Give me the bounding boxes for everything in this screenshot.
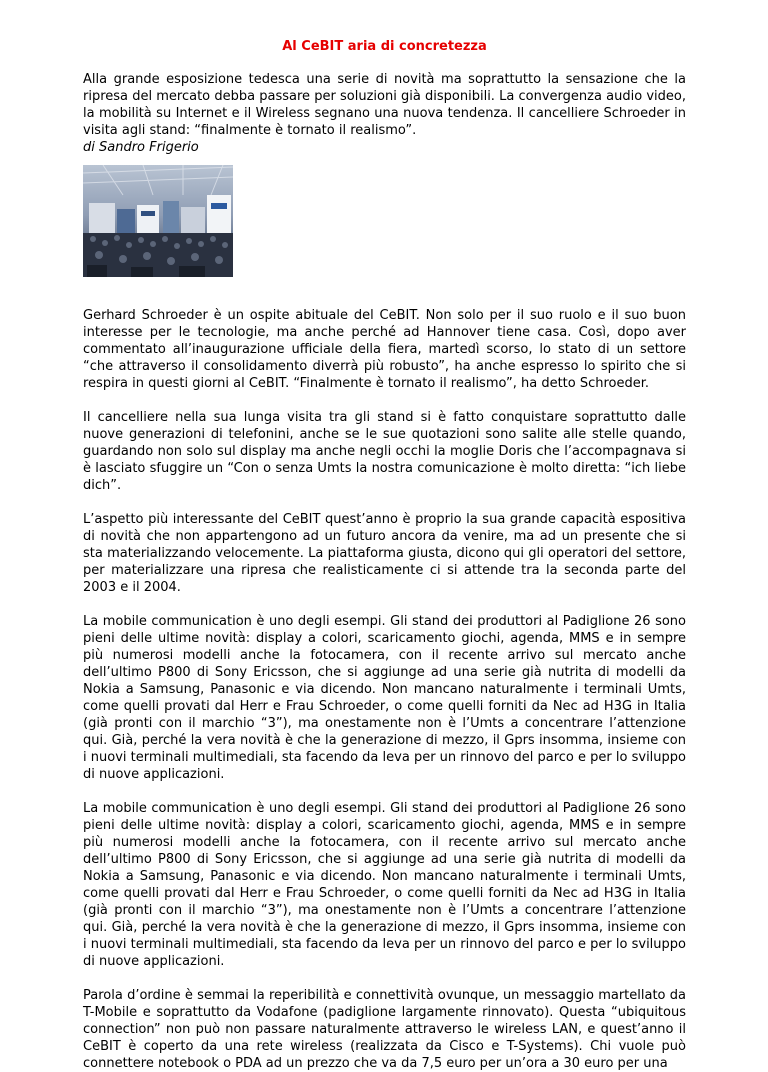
article-paragraph: L’aspetto più interessante del CeBIT quest’anno è proprio la sua grande capacità espositiva di novità che non appartengono ad un futuro ancora da venire, ma ad un presente che si sta materializzando velocemente. La piattaforma giusta, dicono qui gli operatori del settore, per materializzare una ripresa che realisticamente ci si attende tra la seconda parte del 2003 e il 2004. (83, 512, 686, 595)
article-author: di Sandro Frigerio (83, 140, 199, 155)
article (83, 0, 686, 1072)
article-title: Al CeBIT aria di concretezza (282, 39, 487, 54)
article-paragraph: Il cancelliere nella sua lunga visita tra gli stand si è fatto conquistare soprattutto dalle nuove generazioni di telefonini, anche se le sue quotazioni sono salite alle stelle quando, guardando non solo sul display ma anche negli occhi la moglie Doris che l’accompagnava si è lasciato sfuggire un “Con o senza Umts la nostra comunicazione è molto diretta: “ich liebe dich”. (83, 410, 686, 493)
article-paragraph: Parola d’ordine è semmai la reperibilità e connettività ovunque, un messaggio martellato da T-Mobile e soprattutto da Vodafone (padiglione largamente rinnovato). Questa “ubiquitous connection” non può non passare naturalmente attraverso le wireless LAN, e quest’anno il CeBIT è coperto da una rete wireless (realizzata da Cisco e T-Systems). Chi vuole può connettere notebook o PDA ad un prezzo che va da 7,5 euro per un’ora a 30 euro per una (83, 988, 686, 1071)
article-paragraph: La mobile communication è uno degli esempi. Gli stand dei produttori al Padiglione 26 sono pieni delle ultime novità: display a colori, scaricamento giochi, agenda, MMS e in sempre più numerosi modelli anche la fotocamera, con il recente arrivo sul mercato anche dell’ultimo P800 di Sony Ericsson, che si aggiunge ad una serie già nutrita di modelli da Nokia a Samsung, Panasonic e via dicendo. Non mancano naturalmente i terminali Umts, come quelli provati dal Herr e Frau Schroeder, o come quelli forniti da Nec ad H3G in Italia (già pronti con il marchio “3”), ma onestamente non è l’Umts a concentrare l’attenzione qui. Già, perché la vera novità è che la generazione di mezzo, il Gprs insomma, insieme con i nuovi terminali multimediali, sta facendo da leva per un rinnovo del parco e per lo sviluppo di nuove applicazioni. (83, 801, 686, 969)
article-paragraph: La mobile communication è uno degli esempi. Gli stand dei produttori al Padiglione 26 sono pieni delle ultime novità: display a colori, scaricamento giochi, agenda, MMS e in sempre più numerosi modelli anche la fotocamera, con il recente arrivo sul mercato anche dell’ultimo P800 di Sony Ericsson, che si aggiunge ad una serie già nutrita di modelli da Nokia a Samsung, Panasonic e via dicendo. Non mancano naturalmente i terminali Umts, come quelli provati dal Herr e Frau Schroeder, o come quelli forniti da Nec ad H3G in Italia (già pronti con il marchio “3”), ma onestamente non è l’Umts a concentrare l’attenzione qui. Già, perché la vera novità è che la generazione di mezzo, il Gprs insomma, insieme con i nuovi terminali multimediali, sta facendo da leva per un rinnovo del parco e per lo sviluppo di nuove applicazioni. (83, 614, 686, 782)
article-lead: Alla grande esposizione tedesca una serie di novità ma soprattutto la sensazione che la ripresa del mercato debba passare per soluzioni già disponibili. La convergenza audio video, la mobilità su Internet e il Wireless segnano una nuova tendenza. Il cancelliere Schroeder in visita agli stand: “finalmente è tornato il realismo”. (83, 72, 686, 138)
exhibition-hall-photo (83, 165, 233, 277)
article-paragraph: Gerhard Schroeder è un ospite abituale del CeBIT. Non solo per il suo ruolo e il suo buon interesse per le tecnologie, ma anche perché ad Hannover tiene casa. Così, dopo aver commentato all’inaugurazione ufficiale della fiera, martedì scorso, lo stato di un settore “che attraverso il consolidamento diverrà più robusto”, ha anche espresso lo spirito che si respira in questi giorni al CeBIT. “Finalmente è tornato il realismo”, ha detto Schroeder. (83, 308, 686, 391)
